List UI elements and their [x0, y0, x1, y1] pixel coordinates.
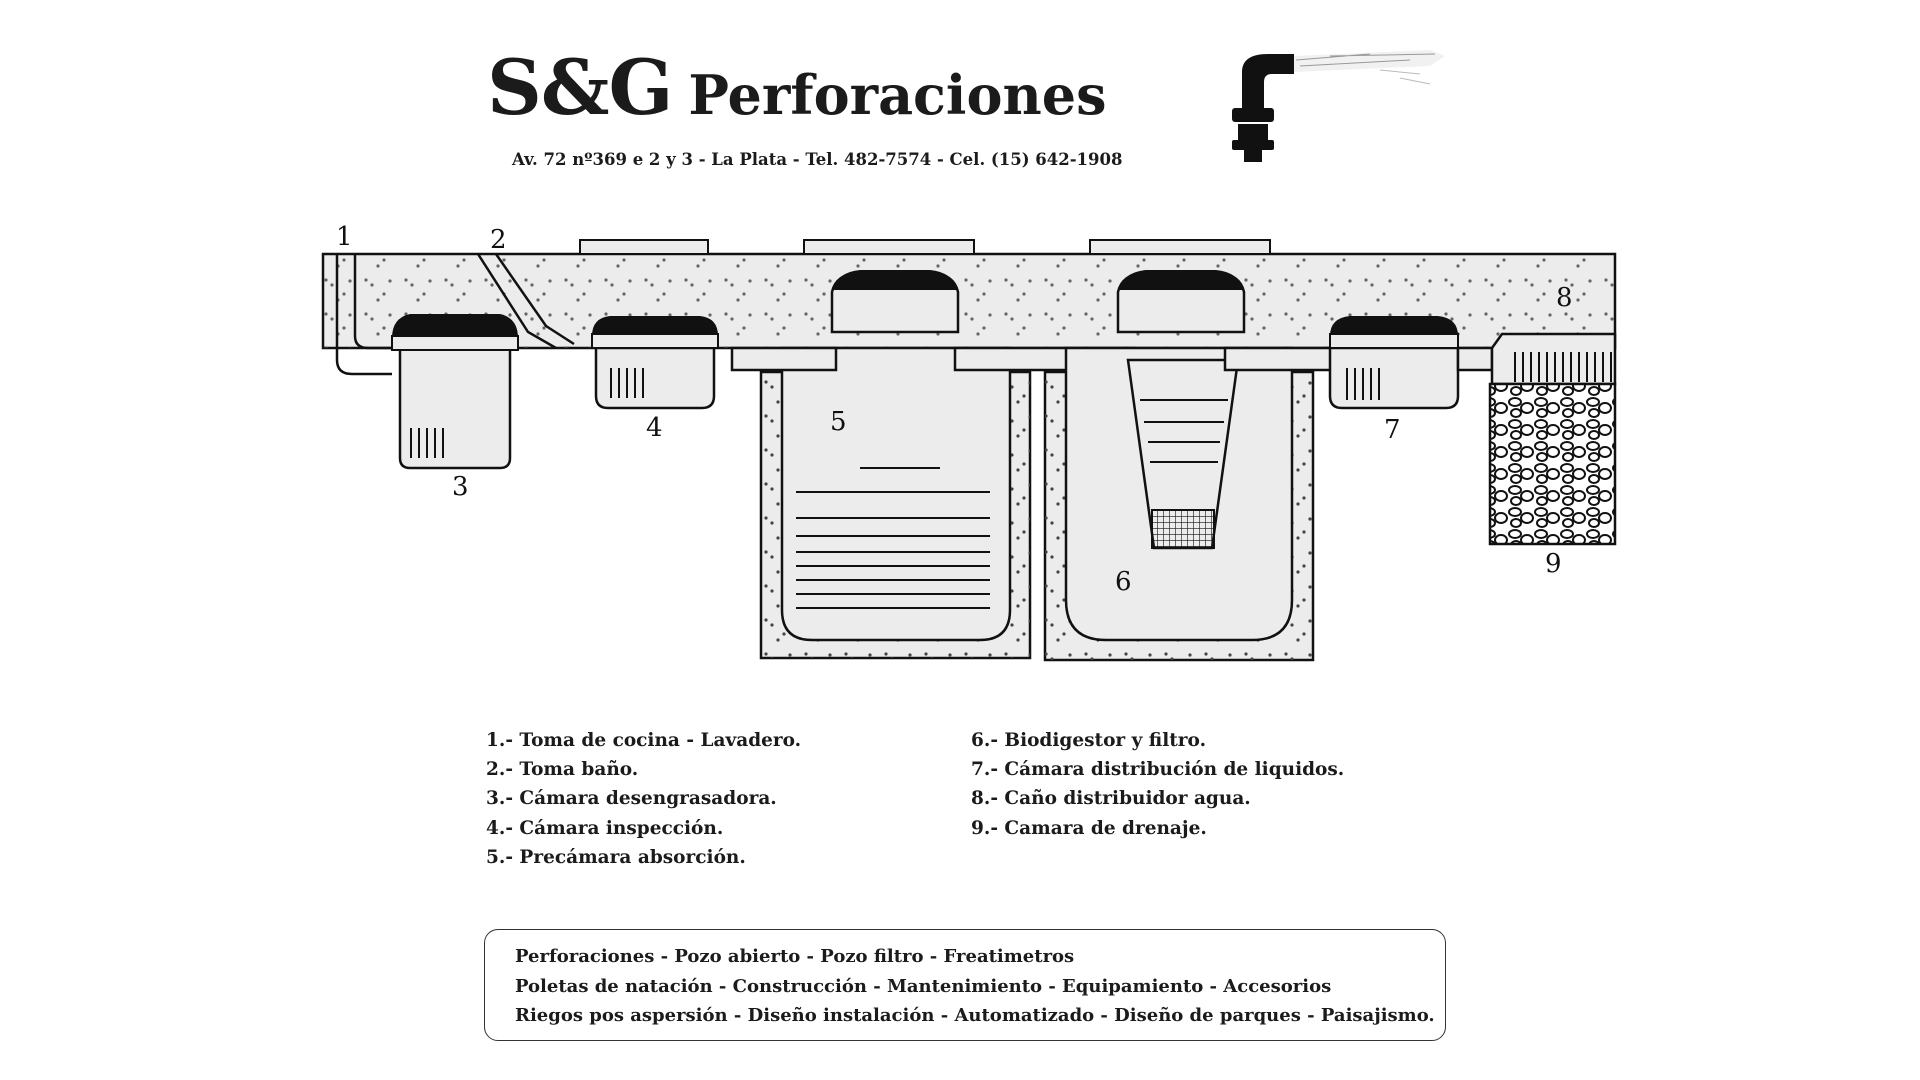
legend-item: 9.- Camara de drenaje.	[971, 817, 1207, 839]
legend-item: 8.- Caño distribuidor agua.	[971, 788, 1251, 810]
legend-item: 7.- Cámara distribución de liquidos.	[971, 759, 1345, 781]
legend-item: 3.- Cámara desengrasadora.	[486, 788, 777, 810]
label-6: 6	[1115, 567, 1132, 597]
label-9: 9	[1545, 549, 1562, 579]
legend-item: 1.- Toma de cocina - Lavadero.	[486, 730, 802, 751]
label-8: 8	[1556, 283, 1573, 313]
label-3: 3	[452, 472, 469, 502]
legend-left-column	[486, 726, 801, 872]
services-line: Poletas de natación - Construcción - Mantenimiento - Equipamiento - Accesorios	[515, 975, 1332, 997]
brand-perforaciones: Perforaciones	[688, 63, 1107, 127]
legend-item: 4.- Cámara inspección.	[486, 817, 724, 839]
services-box	[484, 929, 1446, 1041]
services-line: Perforaciones - Pozo abierto - Pozo filtro - Freatimetros	[515, 946, 1075, 967]
company-address: Av. 72 nº369 e 2 y 3 - La Plata - Tel. 482-7574 - Cel. (15) 642-1908	[512, 150, 1123, 169]
pipe-8-water-distributor	[1492, 334, 1615, 384]
services-line: Riegos pos aspersión - Diseño instalación - Automatizado - Diseño de parques - Paisajismo.	[515, 1005, 1435, 1026]
drain-chamber-9	[1490, 384, 1615, 544]
chamber-3-degreaser	[392, 314, 518, 468]
label-2: 2	[490, 225, 507, 255]
label-1: 1	[336, 222, 353, 252]
legend-item: 5.- Precámara absorción.	[486, 846, 746, 868]
label-4: 4	[646, 413, 663, 443]
legend-item: 2.- Toma baño.	[486, 759, 639, 781]
legend-right-column	[971, 726, 1344, 843]
legend-item: 6.- Biodigestor y filtro.	[971, 730, 1207, 751]
label-7: 7	[1384, 415, 1401, 445]
label-5: 5	[830, 407, 847, 437]
brand-sg: S&G	[487, 43, 673, 132]
